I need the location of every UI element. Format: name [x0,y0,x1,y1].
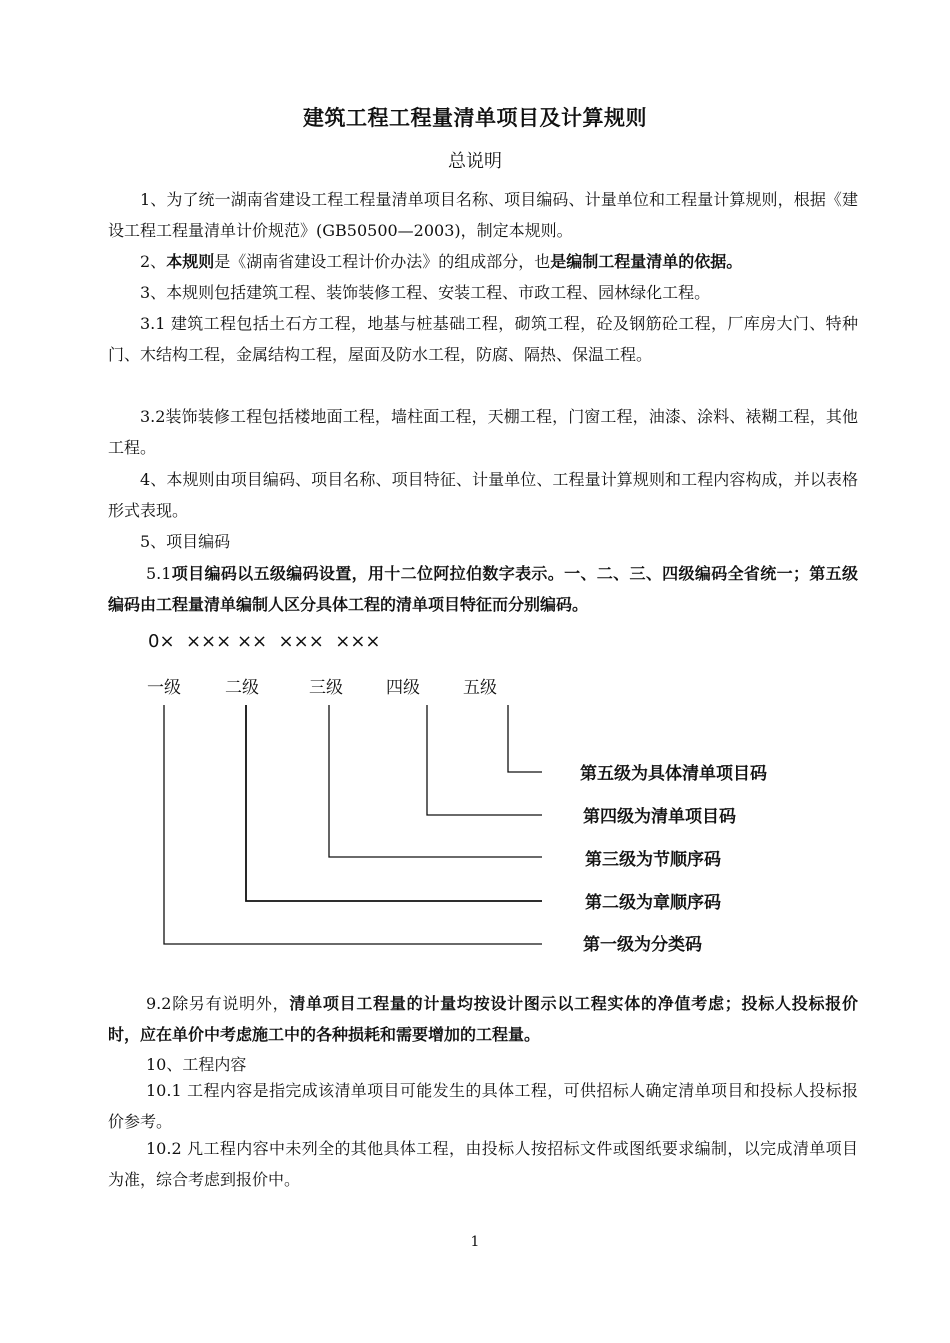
diagram-label-level-5: 第五级为具体清单项目码 [580,764,767,784]
connector-level-2 [246,705,542,901]
paragraph-4: 4、本规则由项目编码、项目名称、项目特征、计量单位、工程量计算规则和工程内容构成，并以表格形式表现。 [108,470,858,520]
diagram-label-level-2: 第二级为章顺序码 [585,893,721,913]
document-title: 建筑工程工程量清单项目及计算规则 [303,106,647,130]
page-number: 1 [470,1234,480,1250]
paragraph-2-number: 2、 [140,252,167,271]
level-label-2: 二级 [225,678,259,698]
paragraph-3-1: 3.1 建筑工程包括土石方工程，地基与桩基础工程，砌筑工程，砼及钢筋砼工程，厂库房大门、特种门、木结构工程，金属结构工程，屋面及防水工程，防腐、隔热、保温工程。 [108,314,858,364]
paragraph-2-text: 是《湖南省建设工程计价办法》的组成部分，也 [214,252,551,271]
connector-level-1 [164,705,542,944]
paragraph-5-1-bold: 项目编码以五级编码设置，用十二位阿拉伯数字表示。一、二、三、四级编码全省统一；第五级编码由工程量清单编制人区分具体工程的清单项目特征而分别编码。 [108,564,858,614]
diagram-label-level-4: 第四级为清单项目码 [583,807,736,827]
level-label-3: 三级 [309,678,343,698]
level-label-4: 四级 [386,678,420,698]
diagram-label-level-3: 第三级为节顺序码 [585,850,721,870]
paragraph-1: 1、为了统一湖南省建设工程工程量清单项目名称、项目编码、计量单位和工程量计算规则，根据《建设工程工程量清单计价规范》(GB50500—2003)，制定本规则。 [108,190,858,240]
document-subtitle: 总说明 [448,151,502,172]
connector-level-3 [329,705,542,857]
paragraph-5: 5、项目编码 [140,532,231,551]
connector-level-5 [508,705,542,772]
paragraph-10-2: 10.2 凡工程内容中未列全的其他具体工程，由投标人按招标文件或图纸要求编制，以完成清单项目为准，综合考虑到报价中。 [108,1139,858,1189]
paragraph-3: 3、本规则包括建筑工程、装饰装修工程、安装工程、市政工程、园林绿化工程。 [140,283,711,302]
level-label-1: 一级 [147,678,181,698]
code-pattern: 0× ××× ×× ××× ××× [148,631,381,652]
diagram-label-level-1: 第一级为分类码 [583,935,702,955]
paragraph-10-1: 10.1 工程内容是指完成该清单项目可能发生的具体工程，可供招标人确定清单项目和投标人投标报价参考。 [108,1081,858,1131]
paragraph-3-2: 3.2装饰装修工程包括楼地面工程，墙柱面工程，天棚工程，门窗工程，油漆、涂料、裱糊工程，其他工程。 [108,407,858,457]
paragraph-2-bold-end: 是编制工程量清单的依据。 [550,252,743,271]
paragraph-9-2-text: 9.2除另有说明外， [146,994,290,1013]
paragraph-2-bold-term: 本规则 [166,252,215,271]
paragraph-5-1-number: 5.1 [146,564,172,583]
connector-level-4 [427,705,542,815]
paragraph-9-2 [108,988,858,1050]
paragraph-9-2-bold: 清单项目工程量的计量均按设计图示以工程实体的净值考虑；投标人投标报价时，应在单价中考虑施工中的各种损耗和需要增加的工程量。 [108,994,858,1044]
level-label-5: 五级 [463,678,497,698]
paragraph-10: 10、工程内容 [146,1055,247,1074]
